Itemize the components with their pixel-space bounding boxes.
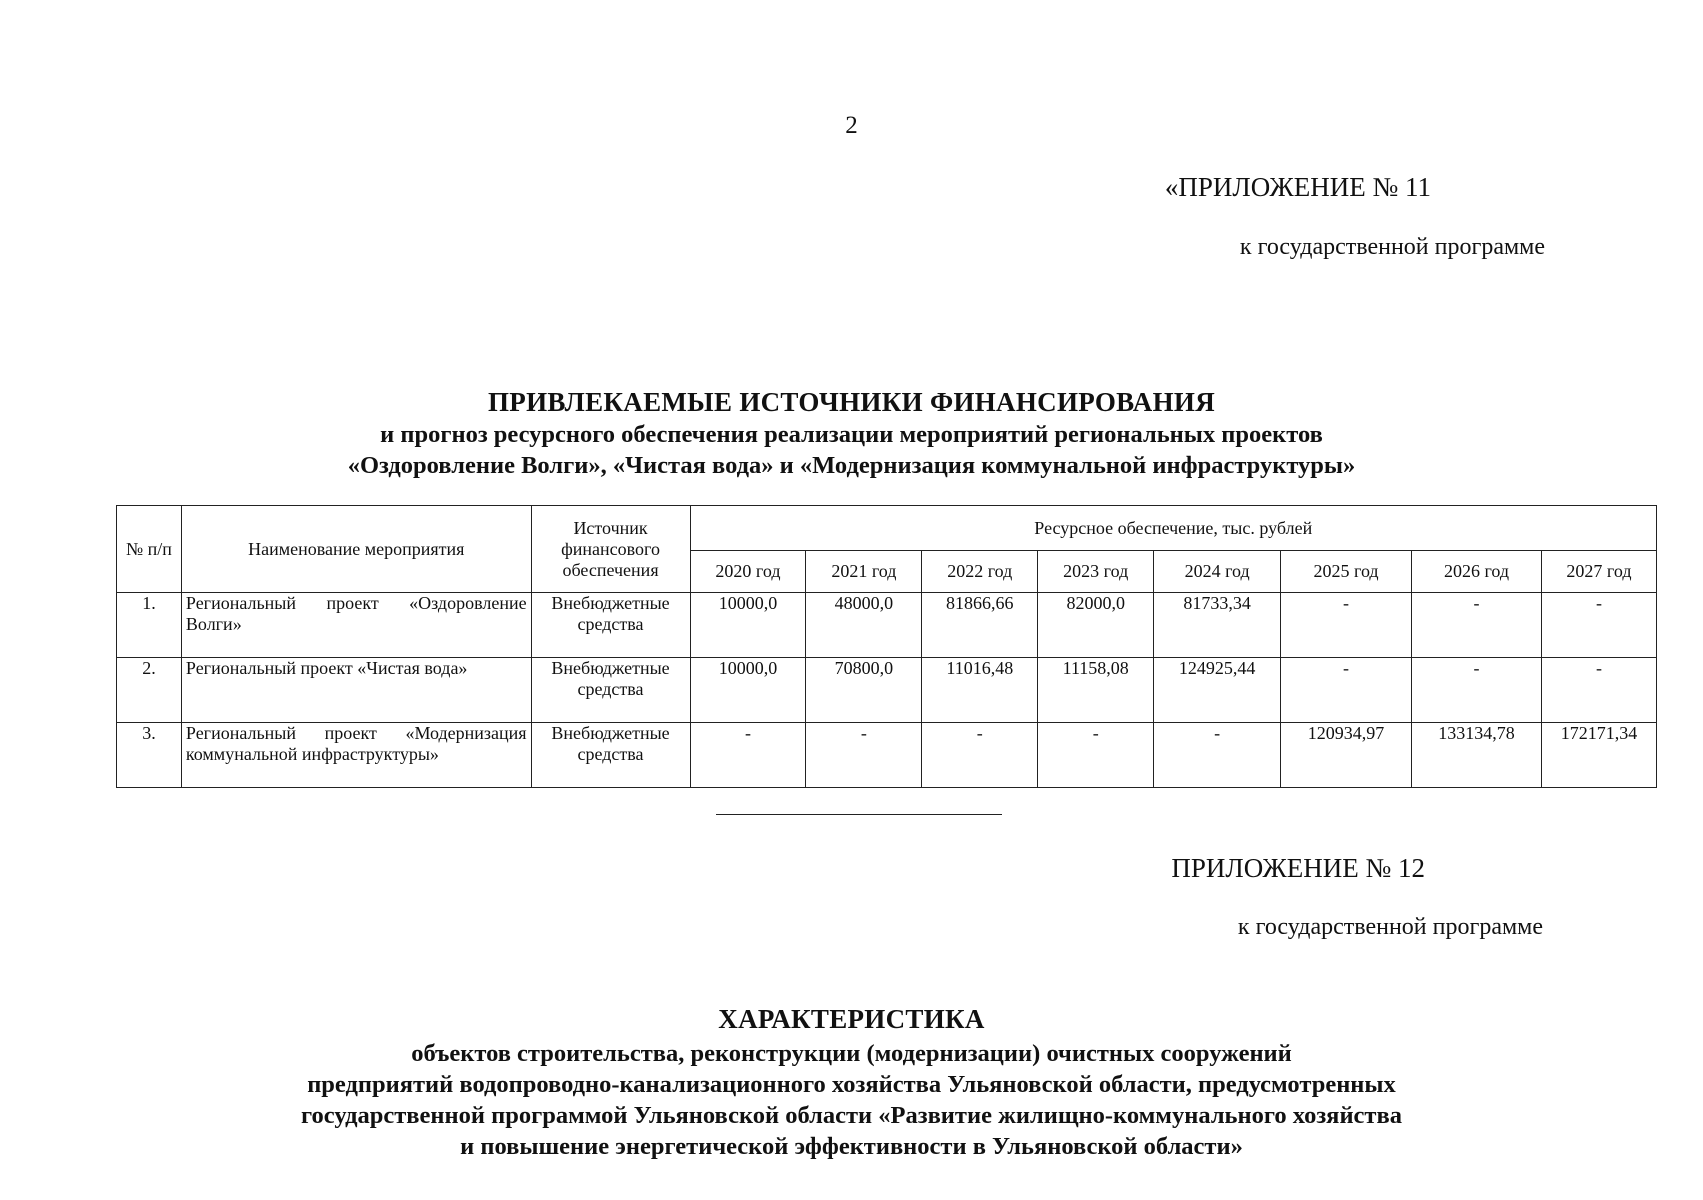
row-value: 120934,97: [1281, 723, 1412, 788]
row-source: Внебюджетные средства: [531, 658, 690, 723]
funding-heading-line-3: «Оздоровление Волги», «Чистая вода» и «Модернизация коммунальной инфраструктуры»: [347, 452, 1356, 479]
row-value: 172171,34: [1541, 723, 1656, 788]
row-value: -: [1541, 593, 1656, 658]
characteristics-heading: [0, 1002, 1703, 1162]
characteristics-heading-line-3: предприятий водопроводно-канализационного хозяйства Ульяновской области, предусмотренных: [307, 1071, 1396, 1098]
appendix-11-subtitle: к государственной программе: [1239, 234, 1545, 260]
header-year: 2024 год: [1154, 551, 1281, 593]
row-value: 48000,0: [806, 593, 922, 658]
row-value: 133134,78: [1412, 723, 1542, 788]
header-resources: Ресурсное обеспечение, тыс. рублей: [690, 506, 1656, 551]
row-value: -: [1038, 723, 1154, 788]
row-num: 3.: [117, 723, 182, 788]
header-name: Наименование мероприятия: [181, 506, 531, 593]
header-year: 2022 год: [922, 551, 1038, 593]
header-year: 2025 год: [1281, 551, 1412, 593]
header-num: № п/п: [117, 506, 182, 593]
characteristics-heading-title: ХАРАКТЕРИСТИКА: [718, 1004, 985, 1034]
row-num: 2.: [117, 658, 182, 723]
row-name: Региональный проект «Оздоровление Волги»: [181, 593, 531, 658]
appendix-12-title: ПРИЛОЖЕНИЕ № 12: [1171, 853, 1425, 883]
row-source: Внебюджетные средства: [531, 593, 690, 658]
row-value: 82000,0: [1038, 593, 1154, 658]
row-value: 81733,34: [1154, 593, 1281, 658]
row-value: -: [1281, 593, 1412, 658]
row-num: 1.: [117, 593, 182, 658]
table-header-row: [117, 506, 1657, 551]
header-year: 2026 год: [1412, 551, 1542, 593]
header-year: 2027 год: [1541, 551, 1656, 593]
row-name: Региональный проект «Модернизация коммунальной инфраструктуры»: [181, 723, 531, 788]
row-source: Внебюджетные средства: [531, 723, 690, 788]
funding-heading-line-2: и прогноз ресурсного обеспечения реализации мероприятий региональных проектов: [380, 421, 1323, 448]
row-value: 10000,0: [690, 658, 806, 723]
row-value: 10000,0: [690, 593, 806, 658]
table-row: [117, 658, 1657, 723]
row-value: -: [922, 723, 1038, 788]
row-value: -: [1281, 658, 1412, 723]
characteristics-heading-line-2: объектов строительства, реконструкции (модернизации) очистных сооружений: [411, 1040, 1292, 1067]
page-number: 2: [845, 112, 858, 139]
funding-table: [116, 505, 1657, 788]
header-source: Источник финансового обеспечения: [531, 506, 690, 593]
funding-heading: [0, 385, 1703, 481]
row-value: -: [806, 723, 922, 788]
row-value: 81866,66: [922, 593, 1038, 658]
header-year: 2023 год: [1038, 551, 1154, 593]
characteristics-heading-line-5: и повышение энергетической эффективности в Ульяновской области»: [460, 1133, 1243, 1160]
header-year: 2021 год: [806, 551, 922, 593]
row-name: Региональный проект «Чистая вода»: [181, 658, 531, 723]
row-value: -: [1154, 723, 1281, 788]
row-value: 11016,48: [922, 658, 1038, 723]
appendix-11-title: «ПРИЛОЖЕНИЕ № 11: [1164, 172, 1431, 202]
header-year: 2020 год: [690, 551, 806, 593]
section-divider: [716, 814, 1002, 815]
appendix-12-subtitle: к государственной программе: [1237, 914, 1543, 940]
characteristics-heading-line-4: государственной программой Ульяновской области «Развитие жилищно-коммунального хозяйства: [301, 1102, 1402, 1129]
row-value: -: [690, 723, 806, 788]
row-value: -: [1412, 593, 1542, 658]
table-row: [117, 593, 1657, 658]
row-value: -: [1541, 658, 1656, 723]
row-value: 124925,44: [1154, 658, 1281, 723]
row-value: -: [1412, 658, 1542, 723]
funding-heading-title: ПРИВЛЕКАЕМЫЕ ИСТОЧНИКИ ФИНАНСИРОВАНИЯ: [487, 387, 1215, 417]
table-row: [117, 723, 1657, 788]
row-value: 11158,08: [1038, 658, 1154, 723]
row-value: 70800,0: [806, 658, 922, 723]
